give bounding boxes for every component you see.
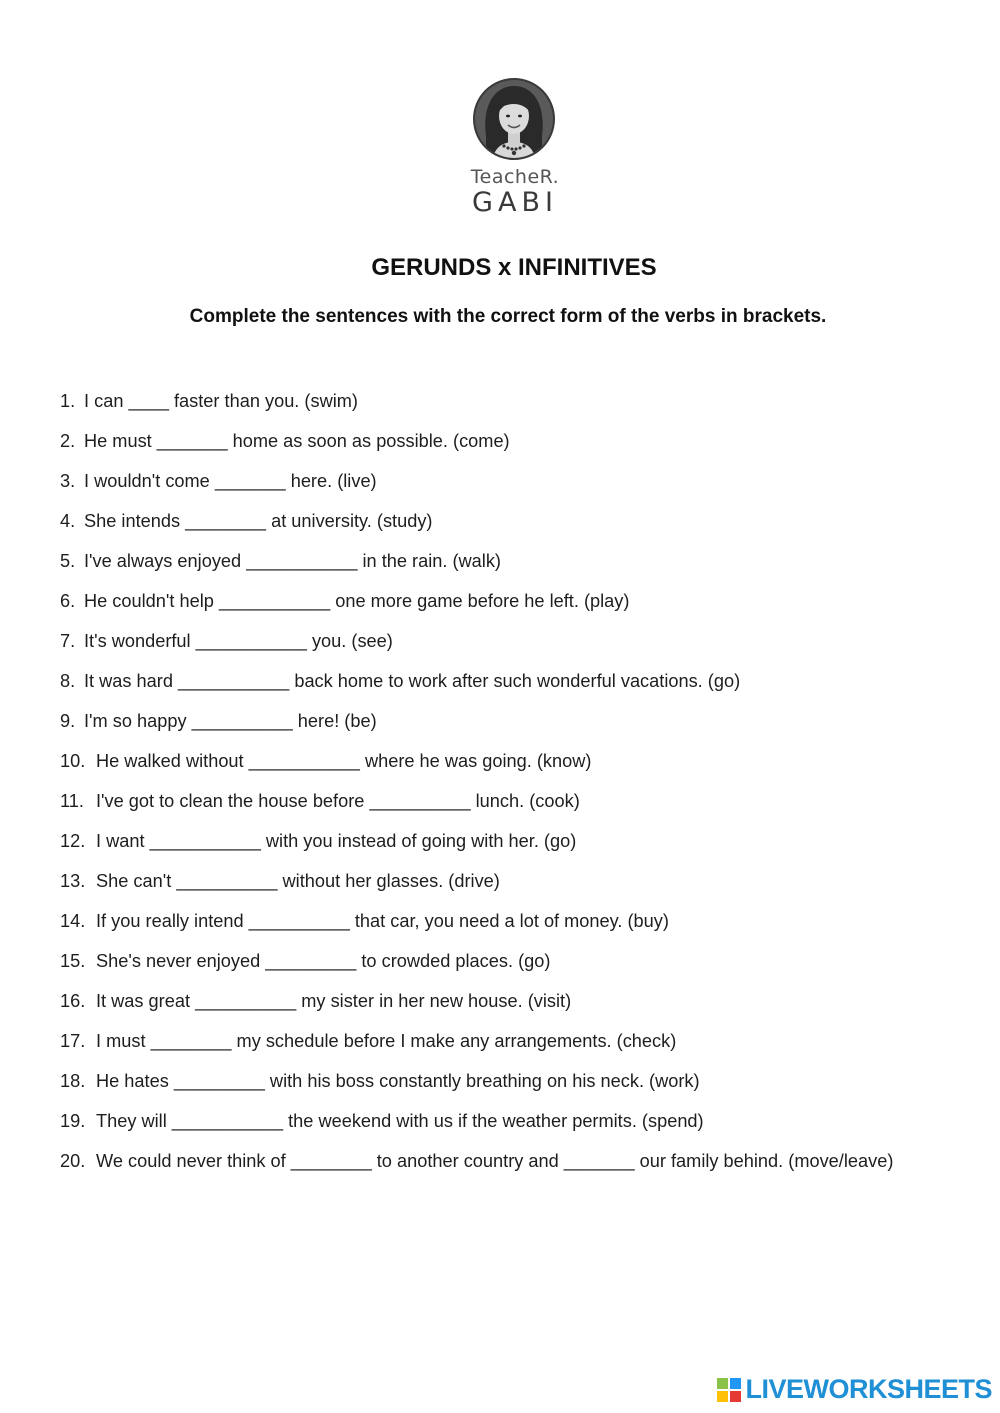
exercise-list: [60, 389, 995, 1189]
exercise-item: [60, 1149, 995, 1189]
item-number: 12.: [60, 831, 86, 851]
exercise-item: [60, 949, 995, 989]
item-text: I've got to clean the house before __________ lunch. (cook): [96, 791, 580, 811]
item-number: 1.: [60, 391, 76, 411]
exercise-item: [60, 829, 995, 869]
exercise-item: [60, 709, 995, 749]
page-title: GERUNDS x INFINITIVES: [371, 254, 657, 281]
item-text: She's never enjoyed _________ to crowded places. (go): [96, 951, 551, 971]
item-text: He couldn't help ___________ one more game before he left. (play): [84, 591, 630, 611]
exercise-item: [60, 1109, 995, 1149]
brand-logo: [0, 76, 1000, 218]
item-number: 14.: [60, 911, 86, 931]
item-number: 9.: [60, 711, 76, 731]
exercise-item: [60, 1029, 995, 1069]
item-text: I want ___________ with you instead of going with her. (go): [96, 831, 577, 851]
item-number: 19.: [60, 1111, 86, 1131]
item-number: 18.: [60, 1071, 86, 1091]
item-number: 17.: [60, 1031, 86, 1051]
item-text: I've always enjoyed ___________ in the rain. (walk): [84, 551, 501, 571]
item-text: It was great __________ my sister in her new house. (visit): [96, 991, 572, 1011]
exercise-item: [60, 429, 995, 469]
exercise-item: [60, 389, 995, 429]
teacher-avatar-icon: [472, 76, 556, 162]
item-number: 16.: [60, 991, 86, 1011]
instructions: Complete the sentences with the correct form of the verbs in brackets.: [189, 306, 827, 327]
exercise-item: [60, 669, 995, 709]
item-text: It's wonderful ___________ you. (see): [84, 631, 393, 651]
item-text: I can ____ faster than you. (swim): [84, 391, 358, 411]
exercise-item: [60, 1069, 995, 1109]
liveworksheets-watermark: [716, 1374, 992, 1405]
item-number: 10.: [60, 751, 86, 771]
item-text: They will ___________ the weekend with us if the weather permits. (spend): [96, 1111, 704, 1131]
item-number: 8.: [60, 671, 76, 691]
item-number: 4.: [60, 511, 76, 531]
exercise-item: [60, 749, 995, 789]
brand-name-line2: GABI: [472, 187, 558, 218]
exercise-item: [60, 629, 995, 669]
item-number: 11.: [60, 791, 84, 811]
exercise-item: [60, 589, 995, 629]
item-text: I'm so happy __________ here! (be): [84, 711, 377, 731]
item-text: He hates _________ with his boss constantly breathing on his neck. (work): [96, 1071, 700, 1091]
item-text: She can't __________ without her glasses. (drive): [96, 871, 500, 891]
item-number: 20.: [60, 1151, 86, 1171]
exercise-item: [60, 989, 995, 1029]
liveworksheets-label: LIVEWORKSHEETS: [745, 1374, 992, 1404]
exercise-item: [60, 869, 995, 909]
exercise-item: [60, 469, 995, 509]
item-number: 7.: [60, 631, 76, 651]
item-text: She intends ________ at university. (study): [84, 511, 433, 531]
item-text: It was hard ___________ back home to work after such wonderful vacations. (go): [84, 671, 741, 691]
item-number: 13.: [60, 871, 86, 891]
item-number: 2.: [60, 431, 76, 451]
item-number: 3.: [60, 471, 76, 491]
item-text: He must _______ home as soon as possible. (come): [84, 431, 510, 451]
exercise-item: [60, 509, 995, 549]
item-text: We could never think of ________ to another country and _______ our family behind. (move/leave): [96, 1151, 894, 1171]
item-text: He walked without ___________ where he was going. (know): [96, 751, 592, 771]
item-text: I wouldn't come _______ here. (live): [84, 471, 377, 491]
brand-name-line1: TeacheR.: [470, 166, 560, 188]
item-text: I must ________ my schedule before I make any arrangements. (check): [96, 1031, 677, 1051]
exercise-item: [60, 909, 995, 949]
exercise-item: [60, 789, 995, 829]
item-number: 15.: [60, 951, 86, 971]
item-text: If you really intend __________ that car, you need a lot of money. (buy): [96, 911, 669, 931]
liveworksheets-logo-icon: [716, 1377, 742, 1403]
item-number: 5.: [60, 551, 76, 571]
item-number: 6.: [60, 591, 76, 611]
exercise-item: [60, 549, 995, 589]
